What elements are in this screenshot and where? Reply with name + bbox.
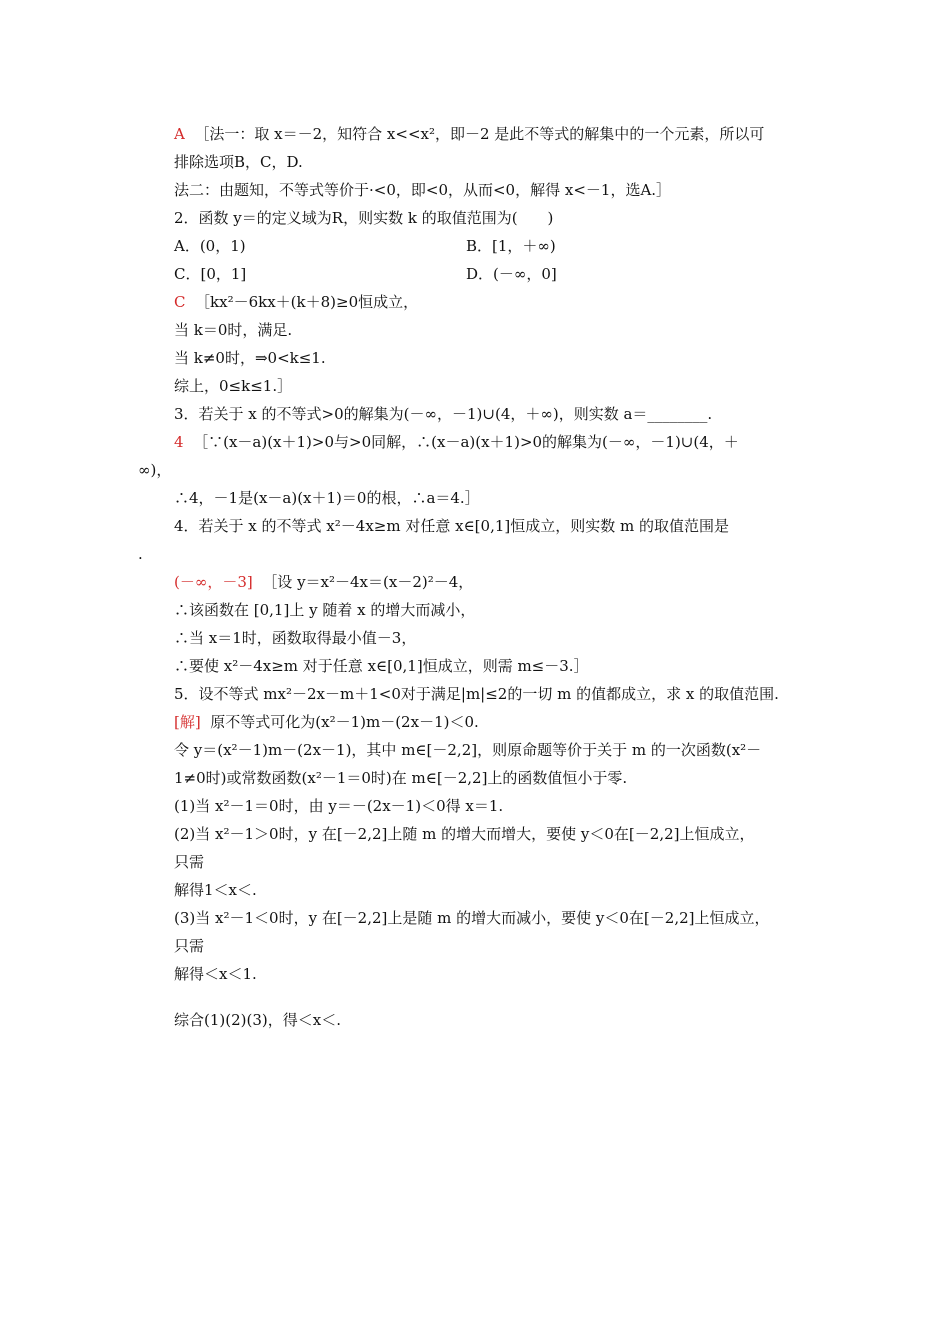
line-text: ［∵(x－a)(x＋1)>0与>0同解，∴(x－a)(x＋1)>0的解集为(－∞，－1)∪(4，＋ [193, 433, 739, 451]
line-16 [138, 544, 143, 564]
question-4 [174, 516, 729, 536]
line-8 [174, 320, 292, 340]
line-text: 原不等式可化为(x²－1)m－(2x－1)＜0. [210, 713, 479, 731]
line-text: . [138, 545, 143, 563]
option-a [174, 236, 246, 256]
line-text: ∴要使 x²－4x≥m 对于任意 x∈[0,1]恒成立，则需 m≤－3.］ [174, 657, 589, 675]
line-30 [174, 936, 204, 956]
answer-tag: A [174, 125, 185, 143]
line-28 [174, 880, 257, 900]
answer-4 [174, 572, 473, 592]
line-text: 4．若关于 x 的不等式 x²－4x≥m 对任意 x∈[0,1]恒成立，则实数 m 的取值范围是 [174, 517, 729, 535]
answer-tag: C [174, 293, 186, 311]
line-9 [174, 348, 326, 368]
line-text: D．(－∞，0] [466, 265, 557, 283]
line-text: B．[1，＋∞) [466, 237, 556, 255]
line-13 [138, 460, 171, 480]
option-d [466, 264, 557, 284]
line-26 [174, 824, 754, 844]
line-text: ∴当 x＝1时，函数取得最小值－3， [174, 629, 417, 647]
line-23 [174, 740, 761, 760]
line-text: 5．设不等式 mx²－2x－m＋1<0对于满足|m|≤2的一切 m 的值都成立，求 x 的取值范围. [174, 685, 779, 703]
line-text: 解得1＜x＜. [174, 881, 257, 899]
line-text: 3．若关于 x 的不等式>0的解集为(－∞，－1)∪(4，＋∞)，则实数 a＝________. [174, 405, 713, 423]
line-text: ［法一：取 x＝－2，知符合 x<<x²，即－2 是此不等式的解集中的一个元素，所以可 [194, 125, 765, 143]
line-text: ∴该函数在 [0,1]上 y 随着 x 的增大而减小， [174, 601, 476, 619]
line-text: (3)当 x²－1＜0时，y 在[－2,2]上是随 m 的增大而减小，要使 y＜0在[－2,2]上恒成立， [174, 909, 770, 927]
question-2 [174, 208, 553, 228]
line-text: 令 y＝(x²－1)m－(2x－1)，其中 m∈[－2,2]，则原命题等价于关于 m 的一次函数(x²－ [174, 741, 762, 759]
line-24 [174, 768, 627, 788]
answer-tag: (－∞，－3] [174, 573, 253, 591]
line-text: ∴4，－1是(x－a)(x＋1)＝0的根，∴a＝4.］ [174, 489, 480, 507]
line-text: 法二：由题知，不等式等价于·<0，即<0，从而<0，解得 x<－1，选A.］ [174, 181, 672, 199]
line-text: C．[0，1] [174, 265, 247, 283]
line-2 [174, 152, 303, 172]
solution-tag: [解] [174, 713, 201, 731]
line-text: (2)当 x²－1＞0时，y 在[－2,2]上随 m 的增大而增大，要使 y＜0在[－2,2]上恒成立， [174, 825, 755, 843]
line-10 [174, 376, 292, 396]
answer-3 [174, 432, 739, 452]
line-text: ∞)， [138, 461, 172, 479]
option-c [174, 264, 246, 284]
line-text: (1)当 x²－1＝0时，由 y＝－(2x－1)＜0得 x＝1. [174, 797, 504, 815]
line-text: ［kx²－6kx＋(k＋8)≥0恒成立， [195, 293, 419, 311]
line-29 [174, 908, 769, 928]
line-14 [174, 488, 480, 508]
line-3 [174, 180, 671, 200]
line-text: A．(0，1) [174, 237, 246, 255]
line-text: 只需 [174, 853, 205, 871]
line-1 [174, 124, 764, 144]
line-31 [174, 964, 257, 984]
line-text: 综上，0≤k≤1.］ [174, 377, 293, 395]
line-18 [174, 600, 475, 620]
line-20 [174, 656, 589, 676]
question-3 [174, 404, 712, 424]
line-25 [174, 796, 503, 816]
line-text: 综合(1)(2)(3)，得＜x＜. [174, 1011, 341, 1029]
line-27 [174, 852, 204, 872]
answer-2 [174, 292, 418, 312]
option-b [466, 236, 556, 256]
line-32 [174, 1010, 341, 1030]
line-text: 当 k＝0时，满足. [174, 321, 293, 339]
line-text: 只需 [174, 937, 205, 955]
line-text: 排除选项B，C，D. [174, 153, 303, 171]
answer-tag: 4 [174, 433, 184, 451]
line-text: 当 k≠0时，⇒0<k≤1. [174, 349, 326, 367]
solution-5 [174, 712, 479, 732]
line-text: 1≠0时)或常数函数(x²－1＝0时)在 m∈[－2,2]上的函数值恒小于零. [174, 769, 628, 787]
line-text: ［设 y＝x²－4x＝(x－2)²－4， [262, 573, 474, 591]
line-text: 解得＜x＜1. [174, 965, 257, 983]
line-19 [174, 628, 416, 648]
question-5 [174, 684, 779, 704]
line-text: 2．函数 y＝的定义域为R，则实数 k 的取值范围为( ) [174, 209, 554, 227]
